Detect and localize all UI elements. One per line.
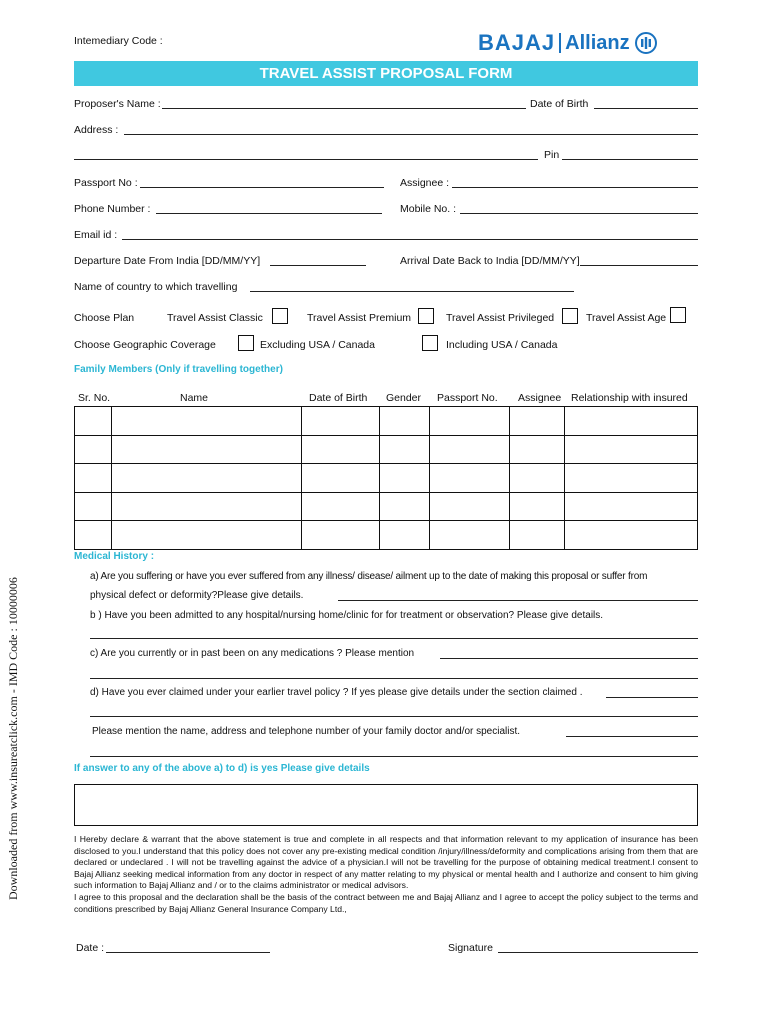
- plan-classic-checkbox[interactable]: [272, 308, 288, 324]
- answer-details-heading: If answer to any of the above a) to d) is yes Please give details: [74, 763, 370, 774]
- mobile-label: Mobile No. :: [400, 203, 457, 215]
- phone-label: Phone Number :: [74, 203, 151, 215]
- answer-a-field[interactable]: [338, 600, 698, 601]
- table-row: [75, 407, 698, 436]
- answer-d-field-1[interactable]: [606, 697, 698, 698]
- table-row: [75, 521, 698, 550]
- departure-field[interactable]: [270, 265, 366, 266]
- brand-right: Allianz: [565, 31, 630, 54]
- assignee-label: Assignee :: [400, 177, 450, 189]
- question-doctor: Please mention the name, address and telephone number of your family doctor and/or specialist.: [92, 726, 521, 737]
- plan-classic-label: Travel Assist Classic: [167, 312, 263, 324]
- form-title: TRAVEL ASSIST PROPOSAL FORM: [74, 61, 698, 86]
- arrival-field[interactable]: [580, 265, 698, 266]
- question-d: d) Have you ever claimed under your earlier travel policy ? If yes please give details under the section claimed .: [90, 687, 583, 698]
- coverage-label: Choose Geographic Coverage: [74, 339, 216, 351]
- pin-field[interactable]: [562, 159, 698, 160]
- declaration-paragraph-2: I agree to this proposal and the declaration shall be the basis of the contract between me and Bajaj Allianz and I agree to accept the policy subject to the terms and conditions prescribed by Bajaj Allianz General Insurance Company Ltd.,: [74, 891, 698, 914]
- pin-label: Pin: [544, 149, 560, 161]
- brand-logo: [478, 30, 657, 56]
- assignee-field[interactable]: [452, 187, 698, 188]
- coverage-excluding-checkbox[interactable]: [238, 335, 254, 351]
- answer-c-field-1[interactable]: [440, 658, 698, 659]
- proposer-name-field[interactable]: [162, 108, 526, 109]
- coverage-including-label: Including USA / Canada: [446, 339, 558, 351]
- col-gender: Gender: [386, 392, 422, 404]
- plan-premium-checkbox[interactable]: [418, 308, 434, 324]
- answer-c-field-2[interactable]: [90, 678, 698, 679]
- question-a-line1: a) Are you suffering or have you ever suffered from any illness/ disease/ ailment up to the date of making this proposal or suffer from: [90, 571, 648, 582]
- signature-field[interactable]: [498, 952, 698, 953]
- arrival-label: Arrival Date Back to India [DD/MM/YY]: [400, 255, 580, 267]
- address-field-1[interactable]: [124, 134, 698, 135]
- date-label: Date :: [76, 942, 105, 954]
- col-passport: Passport No.: [437, 392, 498, 404]
- passport-field[interactable]: [140, 187, 384, 188]
- plan-age-label: Travel Assist Age: [586, 312, 667, 324]
- coverage-excluding-label: Excluding USA / Canada: [260, 339, 375, 351]
- col-name: Name: [180, 392, 209, 404]
- answer-b-field[interactable]: [90, 638, 698, 639]
- dob-field[interactable]: [594, 108, 698, 109]
- family-heading: Family Members (Only if travelling together): [74, 364, 283, 375]
- col-relationship: Relationship with insured: [571, 392, 688, 404]
- plan-age-checkbox[interactable]: [670, 307, 686, 323]
- allianz-eagle-icon: [635, 32, 657, 54]
- passport-label: Passport No :: [74, 177, 138, 189]
- declaration-text: [74, 834, 698, 915]
- country-field[interactable]: [250, 291, 574, 292]
- medical-heading: Medical History :: [74, 551, 155, 562]
- choose-plan-label: Choose Plan: [74, 312, 135, 324]
- country-label: Name of country to which travelling: [74, 281, 238, 293]
- answer-details-box[interactable]: [74, 784, 698, 826]
- question-b: b ) Have you been admitted to any hospital/nursing home/clinic for for treatment or observation? Please give details.: [90, 610, 604, 621]
- family-table: [74, 406, 698, 550]
- plan-privileged-checkbox[interactable]: [562, 308, 578, 324]
- departure-label: Departure Date From India [DD/MM/YY]: [74, 255, 261, 267]
- signature-label: Signature: [448, 942, 493, 954]
- coverage-including-checkbox[interactable]: [422, 335, 438, 351]
- proposer-name-label: Proposer's Name :: [74, 98, 161, 110]
- declaration-paragraph-1: I Hereby declare & warrant that the above statement is true and complete in all respects and that information relevant to my application of insurance has been disclosed to you.I understand that this policy does not cover any pre-existing medical condition /injury/illness/deformity and complications arising from them that are declared or undeclared . I will not be travelling against the advice of a physician.I will not be travelling for the purpose of obtaining medical treatment.I consent to Bajaj Allianz seeking medical information from any doctor in respect of any matter relating to my physical or mental health and I authorize and consent to him giving such information to Bajaj Allianz and / or to the claims administrator or medical advisors.: [74, 834, 698, 891]
- answer-doctor-field-1[interactable]: [566, 736, 698, 737]
- address-field-2[interactable]: [74, 159, 538, 160]
- question-a-line2: physical defect or deformity?Please give details.: [90, 590, 304, 601]
- plan-premium-label: Travel Assist Premium: [307, 312, 412, 324]
- table-row: [75, 492, 698, 521]
- phone-field[interactable]: [156, 213, 382, 214]
- col-assignee: Assignee: [518, 392, 562, 404]
- question-c: c) Are you currently or in past been on any medications ? Please mention: [90, 648, 415, 659]
- side-download-text: Downloaded from www.insureatclick.com - IMD Code : 10000006: [6, 577, 20, 900]
- dob-label: Date of Birth: [530, 98, 589, 110]
- table-row: [75, 435, 698, 464]
- address-label: Address :: [74, 124, 119, 136]
- intermediary-code-label: Intemediary Code :: [74, 35, 163, 47]
- brand-left: BAJAJ: [478, 30, 556, 55]
- email-field[interactable]: [122, 239, 698, 240]
- date-field[interactable]: [106, 952, 270, 953]
- col-dob: Date of Birth: [309, 392, 368, 404]
- table-row: [75, 464, 698, 493]
- plan-privileged-label: Travel Assist Privileged: [446, 312, 555, 324]
- mobile-field[interactable]: [460, 213, 698, 214]
- col-sr-no: Sr. No.: [78, 392, 111, 404]
- email-label: Email id :: [74, 229, 118, 241]
- answer-doctor-field-2[interactable]: [90, 756, 698, 757]
- answer-d-field-2[interactable]: [90, 716, 698, 717]
